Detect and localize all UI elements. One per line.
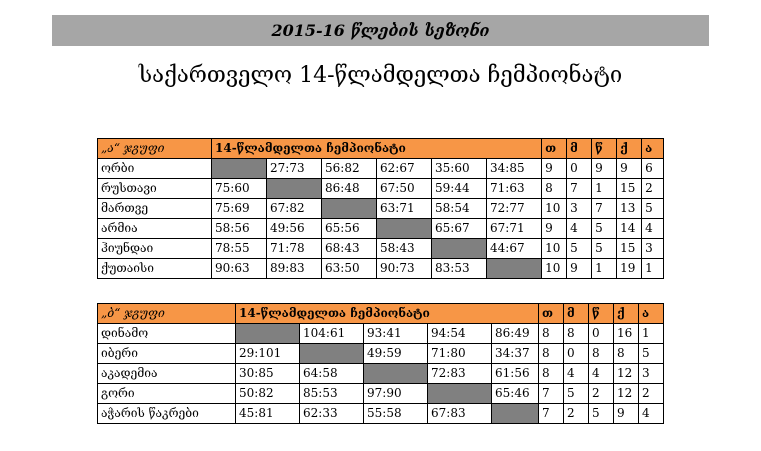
self-match-cell [212, 159, 267, 179]
score-cell: 59:44 [432, 179, 487, 199]
score-cell: 34:37 [492, 344, 539, 364]
stat-header: წ [592, 139, 617, 159]
stat-cell: 5 [589, 404, 614, 424]
score-cell: 67:83 [428, 404, 492, 424]
team-name: მართვე [98, 199, 212, 219]
stat-cell: 15 [617, 239, 642, 259]
stat-cell: 4 [642, 219, 664, 239]
score-cell: 71:78 [267, 239, 322, 259]
stat-header: თ [539, 304, 564, 324]
team-name: აკადემია [98, 364, 236, 384]
score-cell: 30:85 [236, 364, 300, 384]
score-cell: 29:101 [236, 344, 300, 364]
score-cell: 71:63 [487, 179, 542, 199]
score-cell: 65:56 [322, 219, 377, 239]
stat-cell: 1 [642, 259, 664, 279]
stat-cell: 8 [614, 344, 639, 364]
table-header-row [98, 139, 664, 159]
table-row [98, 364, 664, 384]
score-cell: 72:83 [428, 364, 492, 384]
self-match-cell [492, 404, 539, 424]
group-a-table [97, 138, 664, 279]
championship-label: 14-წლამდელთა ჩემპიონატი [236, 304, 539, 324]
score-cell: 86:49 [492, 324, 539, 344]
stat-cell: 2 [564, 404, 589, 424]
score-cell: 86:48 [322, 179, 377, 199]
stat-cell: 3 [642, 239, 664, 259]
stat-cell: 2 [642, 179, 664, 199]
stat-cell: 1 [592, 179, 617, 199]
stat-cell: 9 [614, 404, 639, 424]
stat-cell: 4 [564, 364, 589, 384]
self-match-cell [377, 219, 432, 239]
stat-header: ქ [614, 304, 639, 324]
score-cell: 85:53 [300, 384, 364, 404]
stat-cell: 15 [617, 179, 642, 199]
stat-cell: 19 [617, 259, 642, 279]
score-cell: 65:46 [492, 384, 539, 404]
self-match-cell [487, 259, 542, 279]
stat-cell: 5 [564, 384, 589, 404]
stat-cell: 7 [592, 199, 617, 219]
group-b-table [97, 303, 664, 424]
stat-cell: 5 [592, 219, 617, 239]
stat-cell: 8 [539, 324, 564, 344]
score-cell: 68:43 [322, 239, 377, 259]
team-name: გორი [98, 384, 236, 404]
stat-header: მ [567, 139, 592, 159]
stat-cell: 8 [589, 344, 614, 364]
self-match-cell [322, 199, 377, 219]
score-cell: 63:50 [322, 259, 377, 279]
stat-cell: 7 [539, 404, 564, 424]
score-cell: 97:90 [364, 384, 428, 404]
table-row [98, 219, 664, 239]
score-cell: 49:59 [364, 344, 428, 364]
score-cell: 94:54 [428, 324, 492, 344]
score-cell: 44:67 [487, 239, 542, 259]
stat-cell: 5 [642, 199, 664, 219]
score-cell: 62:67 [377, 159, 432, 179]
table-row [98, 199, 664, 219]
score-cell: 62:33 [300, 404, 364, 424]
team-name: აჭარის წაკრები [98, 404, 236, 424]
self-match-cell [236, 324, 300, 344]
stat-cell: 8 [542, 179, 567, 199]
stat-cell: 0 [564, 344, 589, 364]
page-title: საქართველო 14-წლამდელთა ჩემპიონატი [138, 63, 623, 88]
score-cell: 75:69 [212, 199, 267, 219]
stat-cell: 1 [592, 259, 617, 279]
stat-cell: 9 [617, 159, 642, 179]
stat-cell: 12 [614, 364, 639, 384]
team-name: ორბი [98, 159, 212, 179]
score-cell: 67:82 [267, 199, 322, 219]
score-cell: 64:58 [300, 364, 364, 384]
stat-cell: 10 [542, 259, 567, 279]
score-cell: 50:82 [236, 384, 300, 404]
score-cell: 55:58 [364, 404, 428, 424]
stat-cell: 14 [617, 219, 642, 239]
table-row [98, 179, 664, 199]
self-match-cell [364, 364, 428, 384]
stat-cell: 8 [539, 364, 564, 384]
stat-cell: 8 [564, 324, 589, 344]
score-cell: 27:73 [267, 159, 322, 179]
score-cell: 65:67 [432, 219, 487, 239]
score-cell: 61:56 [492, 364, 539, 384]
stat-cell: 10 [542, 199, 567, 219]
score-cell: 49:56 [267, 219, 322, 239]
stat-header: ქ [617, 139, 642, 159]
stat-cell: 6 [642, 159, 664, 179]
table-row [98, 384, 664, 404]
stat-cell: 16 [614, 324, 639, 344]
team-name: ქუთაისი [98, 259, 212, 279]
table-header-row [98, 304, 664, 324]
stat-header: მ [564, 304, 589, 324]
score-cell: 56:82 [322, 159, 377, 179]
score-cell: 71:80 [428, 344, 492, 364]
score-cell: 89:83 [267, 259, 322, 279]
stat-cell: 4 [589, 364, 614, 384]
score-cell: 45:81 [236, 404, 300, 424]
stat-cell: 7 [539, 384, 564, 404]
stat-header: წ [589, 304, 614, 324]
stat-cell: 2 [639, 384, 664, 404]
stat-cell: 9 [542, 159, 567, 179]
score-cell: 90:63 [212, 259, 267, 279]
championship-label: 14-წლამდელთა ჩემპიონატი [212, 139, 542, 159]
stat-cell: 10 [542, 239, 567, 259]
team-name: იბერი [98, 344, 236, 364]
score-cell: 83:53 [432, 259, 487, 279]
stat-cell: 9 [592, 159, 617, 179]
score-cell: 58:54 [432, 199, 487, 219]
season-title: 2015-16 წლების სეზონი [52, 15, 709, 46]
stat-cell: 3 [567, 199, 592, 219]
team-name: ჰიუნდაი [98, 239, 212, 259]
table-row [98, 159, 664, 179]
stat-cell: 9 [567, 259, 592, 279]
group-label: „ა“ ჯგუფი [98, 139, 212, 159]
stat-header: თ [542, 139, 567, 159]
stat-cell: 5 [592, 239, 617, 259]
team-name: არმია [98, 219, 212, 239]
team-name: დინამო [98, 324, 236, 344]
stat-cell: 5 [567, 239, 592, 259]
score-cell: 58:43 [377, 239, 432, 259]
self-match-cell [428, 384, 492, 404]
stat-cell: 7 [567, 179, 592, 199]
table-row [98, 344, 664, 364]
self-match-cell [432, 239, 487, 259]
stat-cell: 0 [589, 324, 614, 344]
stat-cell: 5 [639, 344, 664, 364]
stat-cell: 1 [639, 324, 664, 344]
score-cell: 72:77 [487, 199, 542, 219]
stat-cell: 12 [614, 384, 639, 404]
self-match-cell [267, 179, 322, 199]
score-cell: 58:56 [212, 219, 267, 239]
self-match-cell [300, 344, 364, 364]
stat-header: ა [642, 139, 664, 159]
score-cell: 67:50 [377, 179, 432, 199]
stat-cell: 0 [567, 159, 592, 179]
stat-cell: 2 [589, 384, 614, 404]
score-cell: 35:60 [432, 159, 487, 179]
score-cell: 67:71 [487, 219, 542, 239]
stat-header: ა [639, 304, 664, 324]
score-cell: 104:61 [300, 324, 364, 344]
stat-cell: 8 [539, 344, 564, 364]
stat-cell: 13 [617, 199, 642, 219]
stat-cell: 9 [542, 219, 567, 239]
score-cell: 34:85 [487, 159, 542, 179]
table-row [98, 324, 664, 344]
stat-cell: 3 [639, 364, 664, 384]
stat-cell: 4 [639, 404, 664, 424]
score-cell: 63:71 [377, 199, 432, 219]
score-cell: 75:60 [212, 179, 267, 199]
score-cell: 90:73 [377, 259, 432, 279]
score-cell: 78:55 [212, 239, 267, 259]
group-label: „ბ“ ჯგუფი [98, 304, 236, 324]
table-row [98, 404, 664, 424]
table-row [98, 259, 664, 279]
score-cell: 93:41 [364, 324, 428, 344]
table-row [98, 239, 664, 259]
stat-cell: 4 [567, 219, 592, 239]
team-name: რუსთავი [98, 179, 212, 199]
